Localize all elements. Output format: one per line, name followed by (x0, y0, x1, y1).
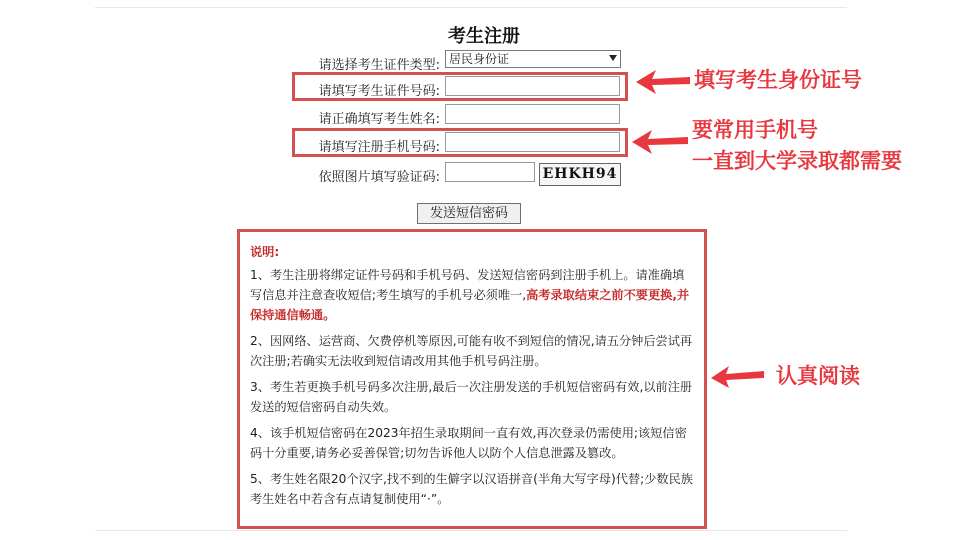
phone-annotation-line-1: 要常用手机号 (692, 118, 818, 142)
captcha-label: 依照图片填写验证码: (318, 170, 440, 185)
page-title: 考生注册 (448, 26, 520, 47)
instruction-item-2: 2、因网络、运营商、欠费停机等原因,可能有收不到短信的情况,请五分钟后尝试再次注册;若确实无法收到短信请改用其他手机号码注册。 (250, 334, 693, 368)
bottom-divider (95, 530, 847, 531)
phone-label: 请填写注册手机号码: (318, 140, 440, 155)
id-type-label: 请选择考生证件类型: (318, 58, 440, 73)
instruction-item-4: 4、该手机短信密码在2023年招生录取期间一直有效,再次登录仍需使用;该短信密码十分重要,请务必妥善保管;切勿告诉他人以防个人信息泄露及篡改。 (250, 426, 687, 460)
read-carefully-annotation: 认真阅读 (776, 364, 860, 388)
arrow-read-hint-icon (711, 366, 764, 388)
id-type-value: 居民身份证 (449, 52, 510, 66)
send-sms-button[interactable]: 发送短信密码 (417, 203, 521, 224)
instruction-item-3: 3、考生若更换手机号码多次注册,最后一次注册发送的手机短信密码有效,以前注册发送的短信密码自动失效。 (250, 380, 693, 414)
arrow-id-hint-icon (636, 70, 690, 94)
name-label: 请正确填写考生姓名: (318, 112, 440, 127)
instruction-item-1-emphasis: 高考录取结束之前不要更换,并保持通信畅通。 (250, 288, 690, 322)
id-number-annotation: 填写考生身份证号 (694, 68, 862, 92)
instruction-item-5: 5、考生姓名限20个汉字,找不到的生僻字以汉语拼音(半角大写字母)代替;少数民族考生姓名中若含有点请复制使用“·”。 (250, 472, 693, 506)
captcha-image[interactable]: EHKH94 (539, 163, 621, 186)
arrow-phone-hint-icon (632, 130, 688, 154)
id-number-label: 请填写考生证件号码: (318, 84, 440, 99)
phone-annotation-line-2: 一直到大学录取都需要 (692, 149, 902, 173)
instructions-heading: 说明: (250, 245, 280, 259)
instruction-item-1-text: 1、考生注册将绑定证件号码和手机号码、发送短信密码到注册手机上。请准确填写信息并注意查收短信;考生填写的手机号必须唯一, (250, 268, 685, 302)
